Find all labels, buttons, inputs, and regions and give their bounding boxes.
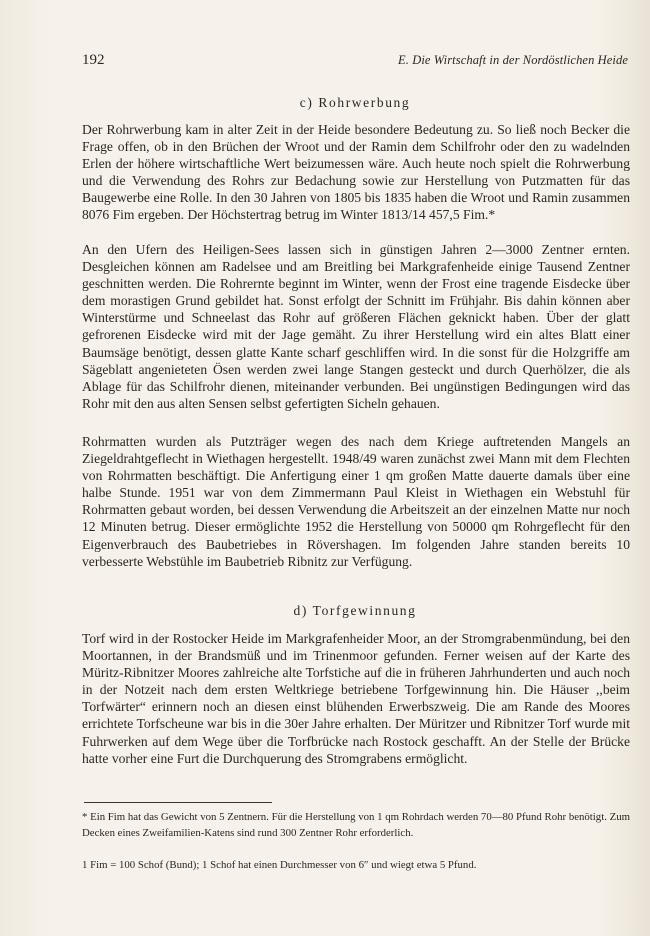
paragraph-rohrwerbung-intro: Der Rohrwerbung kam in alter Zeit in der Heide besondere Bedeutung zu. So ließ noch Becker die Frage offen, ob in den Brüchen der Wroot und der Ramin dem Schilfrohr oder den zu wadelnden Erlen der höhere wirtschaftliche Wert beizumessen wäre. Auch heute noch spielt die Rohrwerbung und die Verwendung des Rohrs zur Bedachung sowie zur Herstellung von Putzmatten für das Baugewerbe eine Rolle. In den 30 Jahren von 1805 bis 1835 haben die Wroot und Ramin zusammen 8076 Fim ergeben. Der Höchstertrag betrug im Winter 1813/14 457,5 Fim.* bbox=[82, 122, 630, 223]
footnote-fim-definition: 1 Fim = 100 Schof (Bund); 1 Schof hat einen Durchmesser von 6″ und wiegt etwa 5 Pfund. bbox=[82, 859, 477, 871]
page-header bbox=[82, 52, 628, 74]
paragraph-rohrmatten: Rohrmatten wurden als Putzträger wegen des nach dem Kriege auftretenden Mangels an Ziegeldrahtgeflecht in Wiethagen hergestellt. 1948/49 waren zunächst zwei Mann mit dem Flechten von Rohrmatten beschäftigt. Die Anfertigung einer 1 qm großen Matte dauerte damals über eine halbe Stunde. 1951 war von dem Zimmermann Paul Kleist in Wiethagen ein Webstuhl für Rohrmatten gebaut worden, bei dessen Verwendung die Arbeitszeit an der einzelnen Matte nur noch 12 Minuten betrug. Dieser ermöglichte 1952 die Herstellung von 50000 qm Rohrgeflecht für den Eigenverbrauch des Baubetriebes in Rövershagen. Im folgenden Jahre standen bereits 10 verbesserte Webstühle im Baubetrieb Ribnitz zur Verfügung. bbox=[82, 434, 630, 569]
footnote-divider bbox=[84, 802, 272, 803]
section-heading-torfgewinnung: d) Torfgewinnung bbox=[293, 603, 417, 618]
footnote-fim-weight: * Ein Fim hat das Gewicht von 5 Zentnern. Für die Herstellung von 1 qm Rohrdach werden 70—80 Pfund Rohr benötigt. Zum Decken eines Zweifamilien-Katens sind rund 300 Zentner Rohr erforderlich. bbox=[82, 811, 630, 839]
page-number: 192 bbox=[82, 52, 105, 68]
paragraph-torfgewinnung: Torf wird in der Rostocker Heide im Markgrafenheider Moor, an der Stromgrabenmündung, bei den Moortannen, in der Brandsmüß und im Trinenmoor gefunden. Ferner weisen auf der Karte des Müritz-Ribnitzer Moores zahlreiche alte Torfstiche auf die in früheren Jahrhunderten und auch noch in der Notzeit nach dem ersten Weltkriege betriebene Torfgewinnung hin. Die Häuser ,,beim Torfwärter“ erinnern noch an diesen einst blühenden Erwerbszweig. Die am Rande des Moores errichtete Torfscheune war bis in die 30er Jahre erhalten. Der Müritzer und Ribnitzer Torf wurde mit Fuhrwerken auf dem Wege über die Torfbrücke nach Rostock geschafft. An der Stelle der Brücke hatte vorher eine Furt die Durchquerung des Stromgrabens ermöglicht. bbox=[82, 631, 630, 766]
running-title: E. Die Wirtschaft in der Nordöstlichen Heide bbox=[398, 53, 628, 67]
section-heading-rohrwerbung: c) Rohrwerbung bbox=[299, 95, 411, 110]
paragraph-rohrernte: An den Ufern des Heiligen-Sees lassen sich in günstigen Jahren 2—3000 Zentner ernten. Desgleichen können am Radelsee und am Breitling bei Markgrafenheide einige Tausend Zentner geschnitten werden. Die Rohrernte beginnt im Winter, wenn der Frost eine tragende Eisdecke über dem morastigen Grund gebildet hat. Sonst erfolgt der Schnitt im Frühjahr. Bis dahin können aber Winterstürme und Schneelast das Rohr auf größeren Flächen geknickt haben. Über der glatt gefrorenen Eisdecke wird mit der Jage gemäht. Zu ihrer Herstellung wird ein altes Blatt einer Baumsäge benötigt, dessen glatte Kante scharf geschliffen wird. In die sonst für die Holzgriffe am Sägeblatt angenieteten Ösen werden zwei lange Stangen gesteckt und durch Querhölzer, die als Ablage für das Schilfrohr dienen, miteinander verbunden. Bei ungünstigen Bedingungen wird das Rohr mit den aus alten Sensen selbst gefertigten Sicheln gehauen. bbox=[82, 242, 630, 411]
